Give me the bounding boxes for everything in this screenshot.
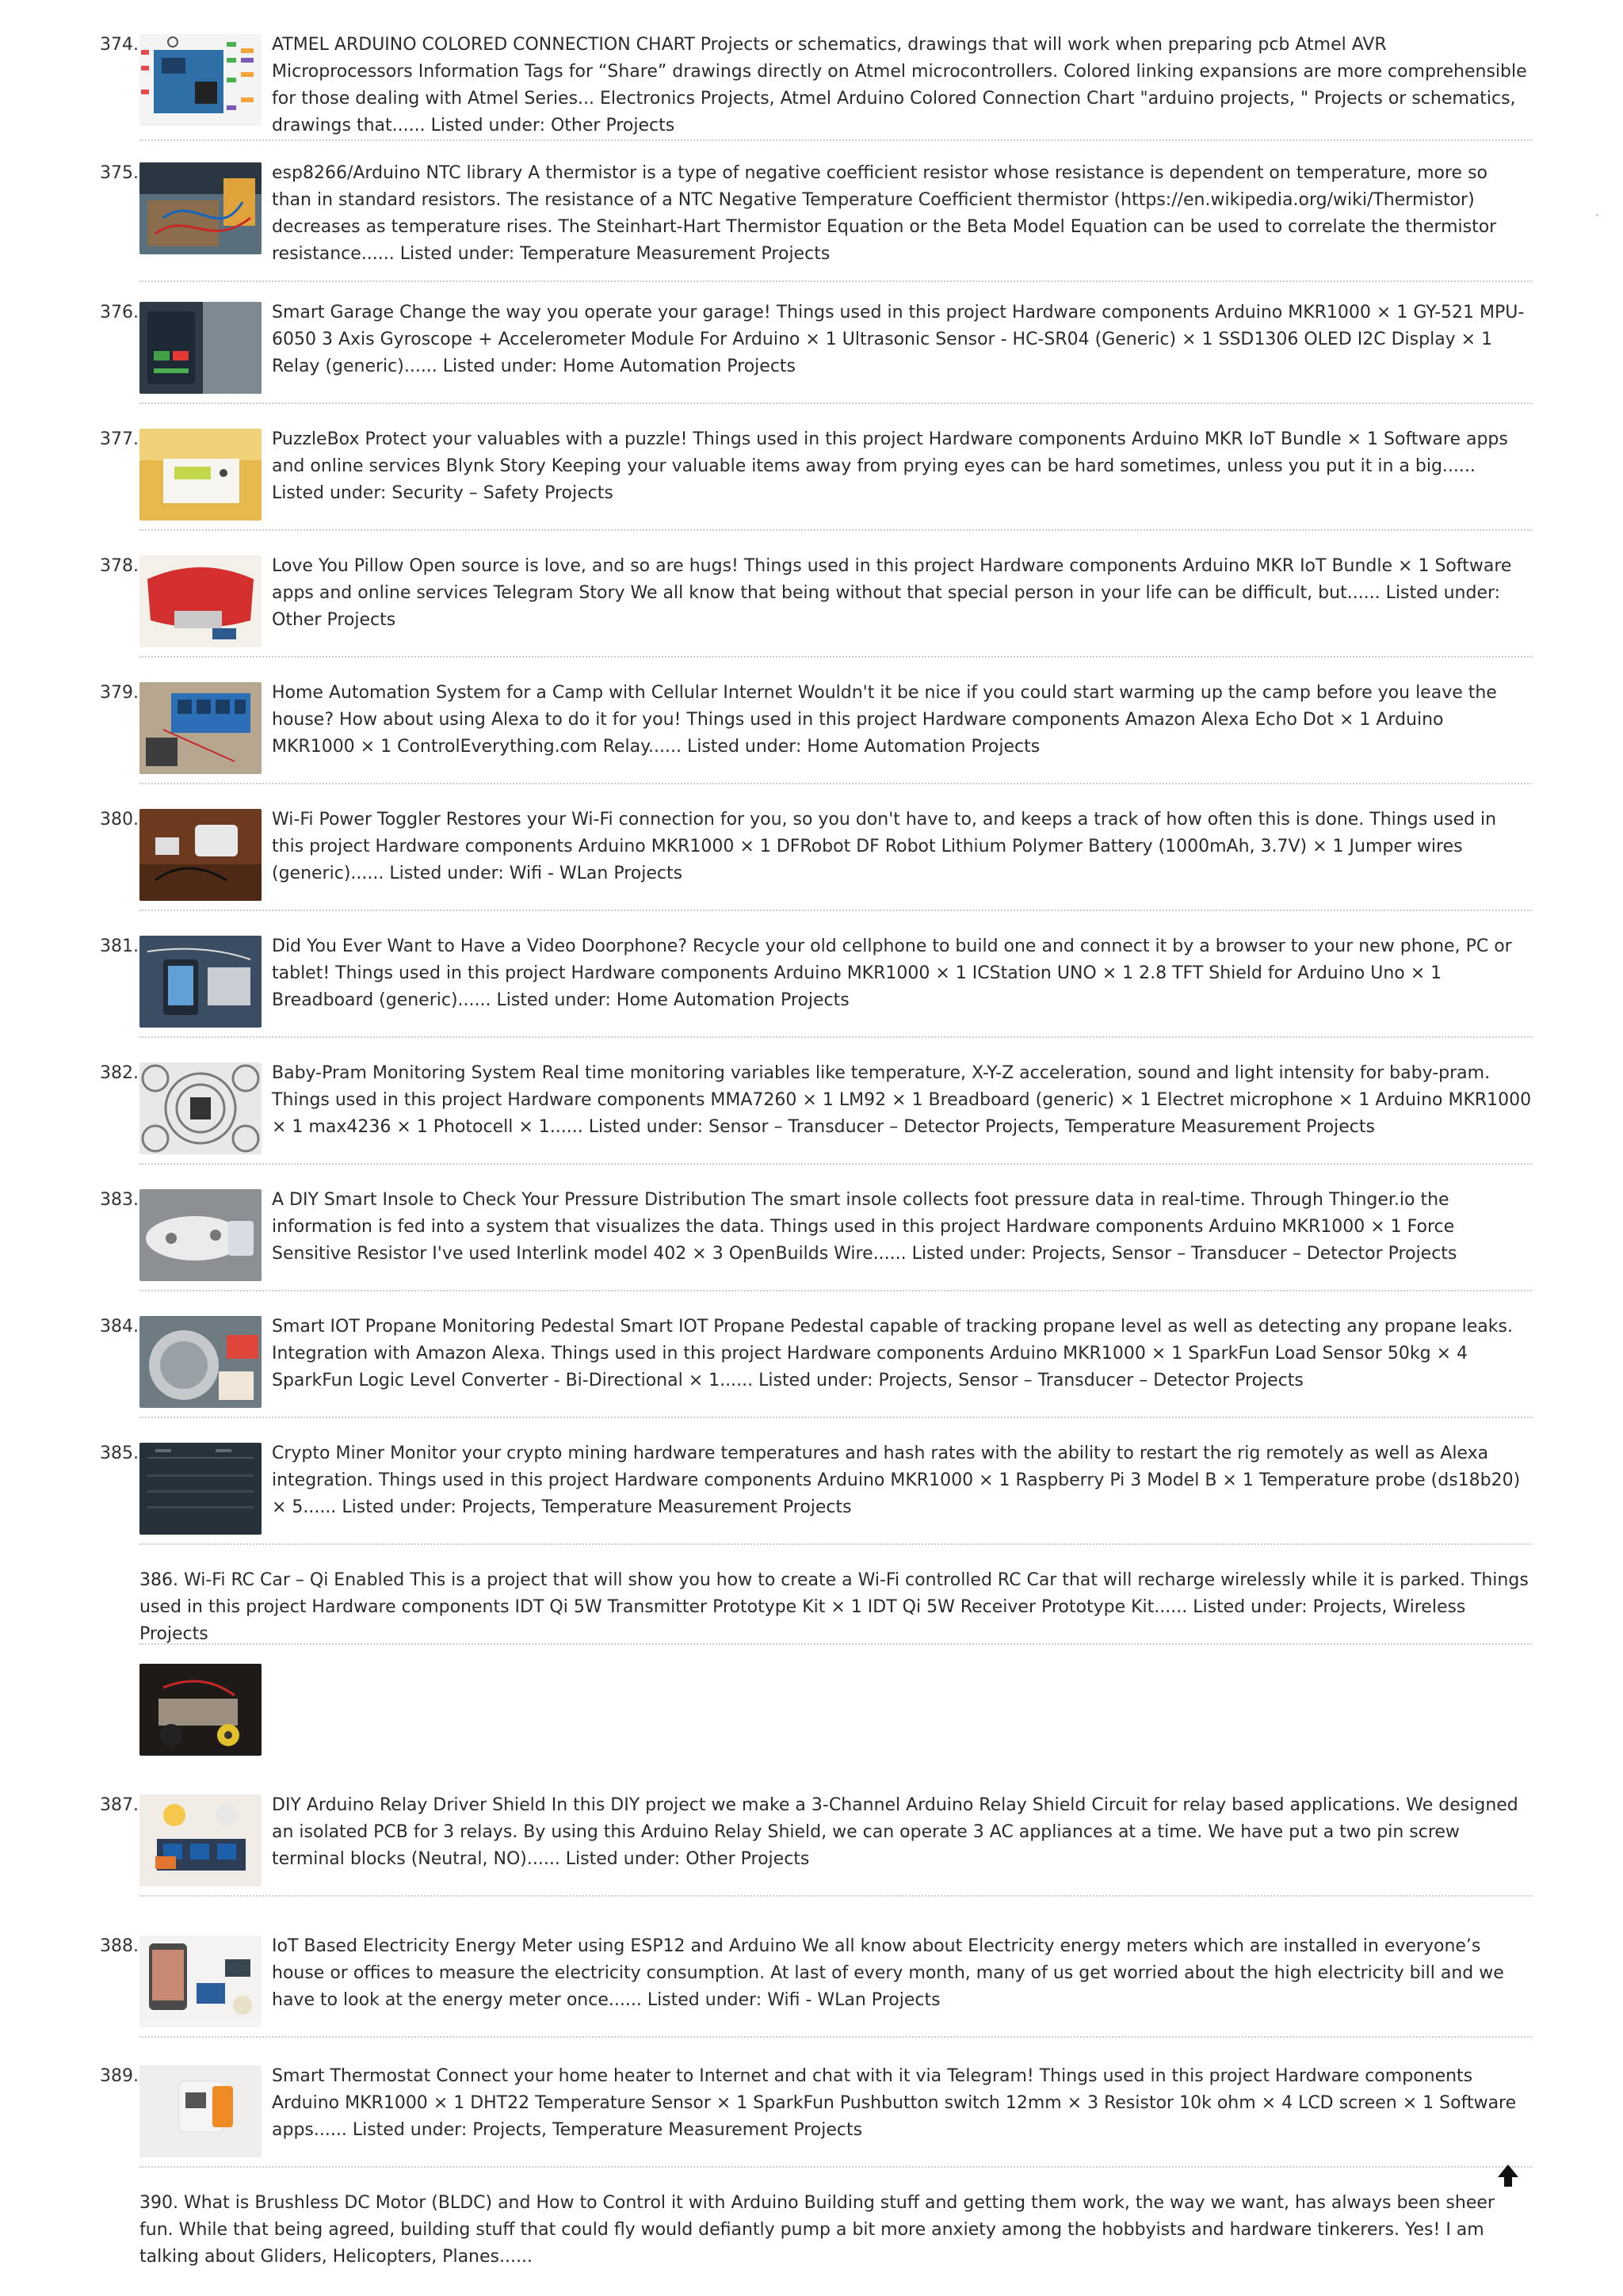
project-thumbnail[interactable] — [139, 682, 262, 774]
divider — [139, 783, 1532, 784]
divider — [139, 1417, 1532, 1418]
project-thumbnail[interactable] — [139, 2065, 262, 2157]
divider — [139, 1163, 1532, 1165]
divider — [139, 2166, 1532, 2168]
item-number: 389. — [100, 2066, 139, 2086]
project-thumbnail[interactable] — [139, 1443, 262, 1535]
item-description[interactable]: esp8266/Arduino NTC library A thermistor is a type of negative coefficient resistor whose resistance is dependent on temperature, more so than in standard resistors. The resistance of a NTC Negative Temperature Coefficient thermistor (https://en.wikipedia.org/wiki/Thermistor) decreases as temperature rises. The Steinhart-Hart Thermistor Equation or the Beta Model Equation can be used to correlate the thermistor resistance...... Listed under: Temperature Measurement Projects — [272, 163, 1497, 264]
item-description[interactable]: Wi-Fi Power Toggler Restores your Wi-Fi connection for you, so you don't have to, and keeps a track of how often this is done. Things used in this project Hardware components Arduino MKR1000 × 1 DFRobot DF Robot Lithium Polymer Battery (1000mAh, 3.7V) × 1 Jumper wires (generic)...... Listed under: Wifi - WLan Projects — [272, 810, 1497, 883]
item-description[interactable]: IoT Based Electricity Energy Meter using ESP12 and Arduino We all know about Electricity energy meters which are installed in everyone’s house or offices to measure the electricity consumption. At last of every month, many of us get worried about the high electricity bill and we have to look at the energy meter once...... Listed under: Wifi - WLan Projects — [272, 1936, 1504, 2010]
project-thumbnail[interactable] — [139, 1794, 262, 1886]
item-number: 384. — [100, 1317, 139, 1337]
project-thumbnail[interactable] — [139, 34, 262, 126]
item-number: 387. — [100, 1795, 139, 1815]
divider — [139, 1895, 1532, 1897]
item-description[interactable]: Smart Garage Change the way you operate your garage! Things used in this project Hardware components Arduino MKR1000 × 1 GY-521 MPU-6050 3 Axis Gyroscope + Accelerometer Module For Arduino × 1 Ultrasonic Sensor - HC-SR04 (Generic) × 1 SSD1306 OLED I2C Display × 1 Relay (generic)...... Listed under: Home Automation Projects — [272, 303, 1525, 376]
item-description[interactable]: Baby-Pram Monitoring System Real time monitoring variables like temperature, X-Y-Z acceleration, sound and light intensity for baby-pram. Things used in this project Hardware components MMA7260 × 1 LM92 × 1 Breadboard (generic) × 1 Electret microphone × 1 Arduino MKR1000 × 1 max4236 × 1 Photocell × 1...... Listed under: Sensor – Transducer – Detector Projects, Temperature Measurement Projects — [272, 1063, 1532, 1137]
project-thumbnail[interactable] — [139, 302, 262, 394]
back-to-top-button[interactable] — [1496, 2163, 1520, 2190]
project-thumbnail[interactable] — [139, 162, 262, 254]
item-description[interactable]: PuzzleBox Protect your valuables with a puzzle! Things used in this project Hardware components Arduino MKR IoT Bundle × 1 Software apps and online services Blynk Story Keeping your valuable items away from prying eyes can be hard sometimes, unless you put it in a big...... Listed under: Security – Safety Projects — [272, 429, 1508, 503]
project-thumbnail[interactable] — [139, 1936, 262, 2027]
item-description[interactable]: Smart Thermostat Connect your home heater to Internet and chat with it via Telegram! Things used in this project Hardware components Arduino MKR1000 × 1 DHT22 Temperature Sensor × 1 SparkFun Pushbutton switch 12mm × 3 Resistor 10k ohm × 4 LCD screen × 1 Software apps...... Listed under: Projects, Temperature Measurement Projects — [272, 2066, 1517, 2140]
item-number: 376. — [100, 303, 139, 322]
divider — [139, 2036, 1532, 2038]
divider — [139, 1290, 1532, 1291]
item-number: 379. — [100, 683, 139, 703]
item-number: 388. — [100, 1936, 139, 1956]
item-description[interactable] — [139, 2190, 1532, 2271]
item-description[interactable]: Love You Pillow Open source is love, and so are hugs! Things used in this project Hardware components Arduino MKR IoT Bundle × 1 Software apps and online services Telegram Story We all know that being without that special person in your life can be difficult, but...... Listed under: Other Projects — [272, 556, 1512, 630]
item-description[interactable]: Smart IOT Propane Monitoring Pedestal Smart IOT Propane Pedestal capable of tracking propane level as well as detecting any propane leaks. Integration with Amazon Alexa. Things used in this project Hardware components Arduino MKR1000 × 1 SparkFun Load Sensor 50kg × 4 SparkFun Logic Level Converter - Bi-Directional × 1...... Listed under: Projects, Sensor – Transducer – Detector Projects — [272, 1317, 1513, 1390]
item-number: 380. — [100, 810, 139, 830]
item-number: 390. — [139, 2193, 178, 2213]
item-number: 383. — [100, 1190, 139, 1210]
divider — [139, 139, 1532, 141]
item-number: 378. — [100, 556, 139, 576]
divider — [139, 910, 1532, 911]
item-number: 377. — [100, 429, 139, 449]
project-thumbnail[interactable] — [139, 555, 262, 647]
item-number: 374. — [100, 35, 139, 55]
divider — [139, 280, 1532, 282]
project-thumbnail[interactable] — [139, 809, 262, 901]
divider — [139, 1643, 1532, 1645]
item-number: 382. — [100, 1063, 139, 1083]
item-number: 375. — [100, 163, 139, 183]
divider — [139, 656, 1532, 658]
item-number: 381. — [100, 936, 139, 956]
item-description[interactable]: Home Automation System for a Camp with Cellular Internet Wouldn't it be nice if you could start warming up the camp before you leave the house? How about using Alexa to do it for you! Things used in this project Hardware components Amazon Alexa Echo Dot × 1 Arduino MKR1000 × 1 ControlEverything.com Relay...... Listed under: Home Automation Projects — [272, 683, 1497, 757]
project-thumbnail[interactable] — [139, 1316, 262, 1408]
item-text: Wi-Fi RC Car – Qi Enabled This is a project that will show you how to create a Wi-Fi controlled RC Car that will recharge wirelessly while it is parked. Things used in this project Hardware components IDT Qi 5W Transmitter Prototype Kit × 1 IDT Qi 5W Receiver Prototype Kit...... Listed under: Projects, Wireless Projects — [139, 1570, 1529, 1644]
item-text: What is Brushless DC Motor (BLDC) and How to Control it with Arduino Building stuff and getting them work, the way we want, has always been sheer fun. While that being agreed, building stuff that could fly would defiantly pump a bit more anxiety among the hobbyists and hardware tinkerers. Yes! I am talking about Gliders, Helicopters, Planes...... — [139, 2193, 1495, 2267]
project-thumbnail[interactable] — [139, 936, 262, 1028]
divider — [139, 1543, 1532, 1545]
item-description[interactable]: Crypto Miner Monitor your crypto mining hardware temperatures and hash rates with the ability to restart the rig remotely as well as Alexa integration. Things used in this project Hardware components Arduino MKR1000 × 1 Raspberry Pi 3 Model B × 1 Temperature probe (ds18b20) × 5...... Listed under: Projects, Temperature Measurement Projects — [272, 1444, 1521, 1517]
item-description[interactable]: ATMEL ARDUINO COLORED CONNECTION CHART Projects or schematics, drawings that will work when preparing pcb Atmel AVR Microprocessors Information Tags for “Share” drawings directly on Atmel microcontrollers. Colored linking expansions are more comprehensible for those dealing with Atmel Series... Electronics Projects, Atmel Arduino Colored Connection Chart "arduino projects, " Projects or schematics, drawings that...... Listed under: Other Projects — [272, 35, 1527, 135]
divider — [139, 1036, 1532, 1038]
arrow-up-icon — [1496, 2163, 1520, 2190]
project-thumbnail[interactable] — [139, 1189, 262, 1281]
project-thumbnail[interactable] — [139, 1062, 262, 1154]
scroll-indicator-dot — [1596, 214, 1598, 216]
project-thumbnail[interactable] — [139, 1664, 262, 1756]
item-number: 385. — [100, 1444, 139, 1463]
project-thumbnail[interactable] — [139, 429, 262, 521]
item-description[interactable] — [139, 1567, 1532, 1648]
divider — [139, 529, 1532, 531]
item-description[interactable]: A DIY Smart Insole to Check Your Pressure Distribution The smart insole collects foot pressure data in real-time. Through Thinger.io the information is fed into a system that visualizes the data. Things used in this project Hardware components Arduino MKR1000 × 1 Force Sensitive Resistor I've used Interlink model 402 × 3 OpenBuilds Wire...... Listed under: Projects, Sensor – Transducer – Detector Projects — [272, 1190, 1457, 1264]
item-description[interactable]: Did You Ever Want to Have a Video Doorphone? Recycle your old cellphone to build one and connect it by a browser to your new phone, PC or tablet! Things used in this project Hardware components Arduino MKR1000 × 1 ICStation UNO × 1 2.8 TFT Shield for Arduino Uno × 1 Breadboard (generic)...... Listed under: Home Automation Projects — [272, 936, 1512, 1010]
divider — [139, 402, 1532, 404]
item-description[interactable]: DIY Arduino Relay Driver Shield In this DIY project we make a 3-Channel Arduino Relay Shield Circuit for relay based applications. We designed an isolated PCB for 3 relays. By using this Arduino Relay Shield, we can operate 3 AC appliances at a time. We have put a two pin screw terminal blocks (Neutral, NO)...... Listed under: Other Projects — [272, 1795, 1518, 1869]
item-number: 386. — [139, 1570, 178, 1590]
